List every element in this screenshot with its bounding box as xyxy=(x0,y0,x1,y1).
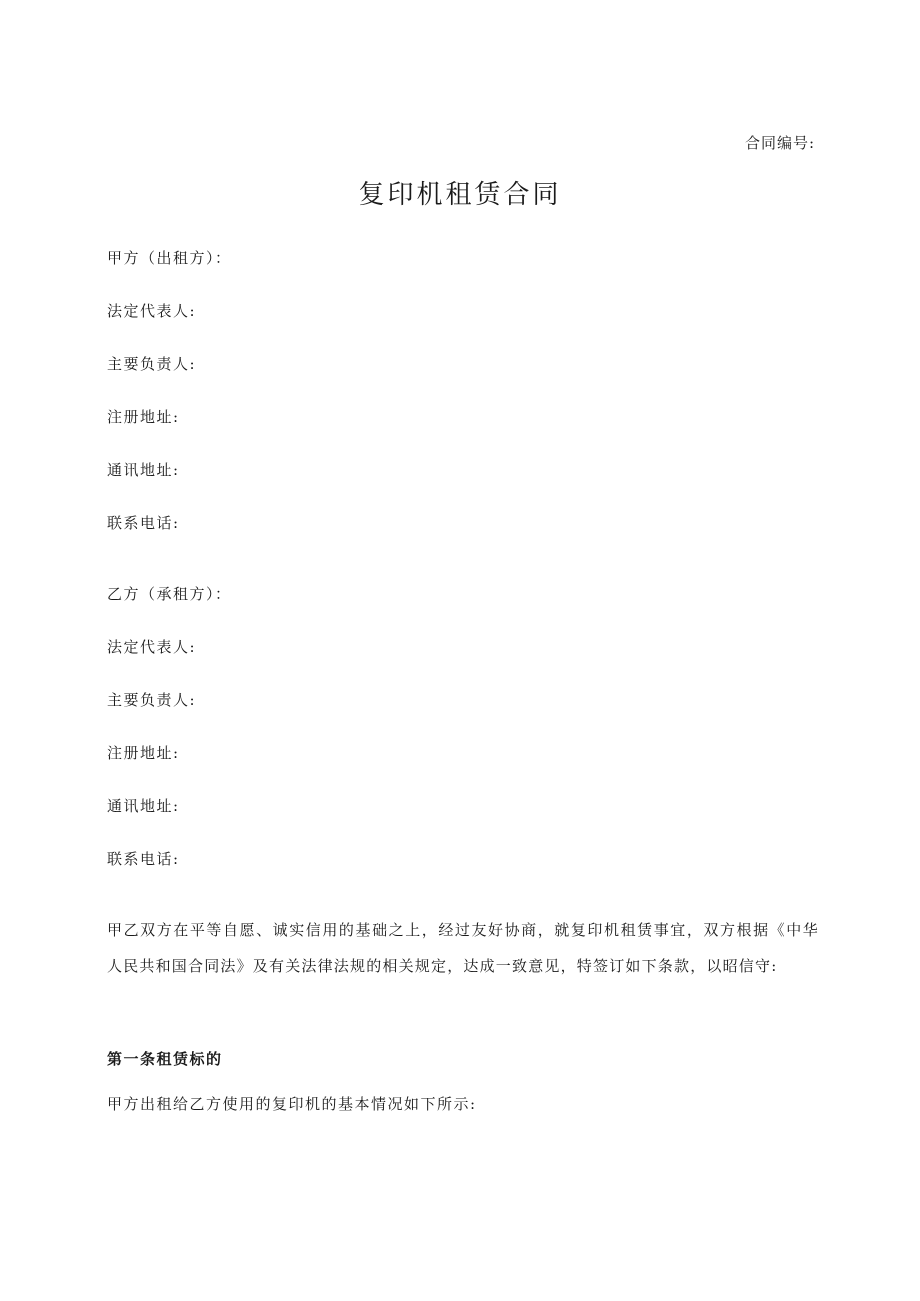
party-b-reg-address: 注册地址: xyxy=(107,744,180,762)
party-a-main-person: 主要负责人: xyxy=(107,355,197,373)
party-a-legal-rep: 法定代表人: xyxy=(107,302,197,320)
party-a-reg-address: 注册地址: xyxy=(107,408,180,426)
party-a-phone: 联系电话: xyxy=(107,514,180,532)
preamble-paragraph: 甲乙双方在平等自愿、诚实信用的基础之上，经过友好协商，就复印机租赁事宜，双方根据《中华人民共和国合同法》及有关法律法规的相关规定，达成一致意见，特签订如下条款，以昭信守: xyxy=(107,921,819,975)
party-a-mail-address: 通讯地址: xyxy=(107,461,180,479)
party-b-label: 乙方（承租方）： xyxy=(107,585,232,603)
article-1-text: 甲方出租给乙方使用的复印机的基本情况如下所示: xyxy=(107,1095,477,1113)
party-b-main-person: 主要负责人: xyxy=(107,691,197,709)
party-b-mail-address: 通讯地址: xyxy=(107,797,180,815)
party-b-phone: 联系电话: xyxy=(107,850,180,868)
party-a-label: 甲方（出租方）： xyxy=(107,249,232,267)
document-title: 复印机租赁合同 xyxy=(358,180,562,210)
contract-number-label: 合同编号: xyxy=(744,134,815,152)
party-b-legal-rep: 法定代表人: xyxy=(107,638,197,656)
article-1-heading: 第一条租赁标的 xyxy=(107,1050,223,1068)
